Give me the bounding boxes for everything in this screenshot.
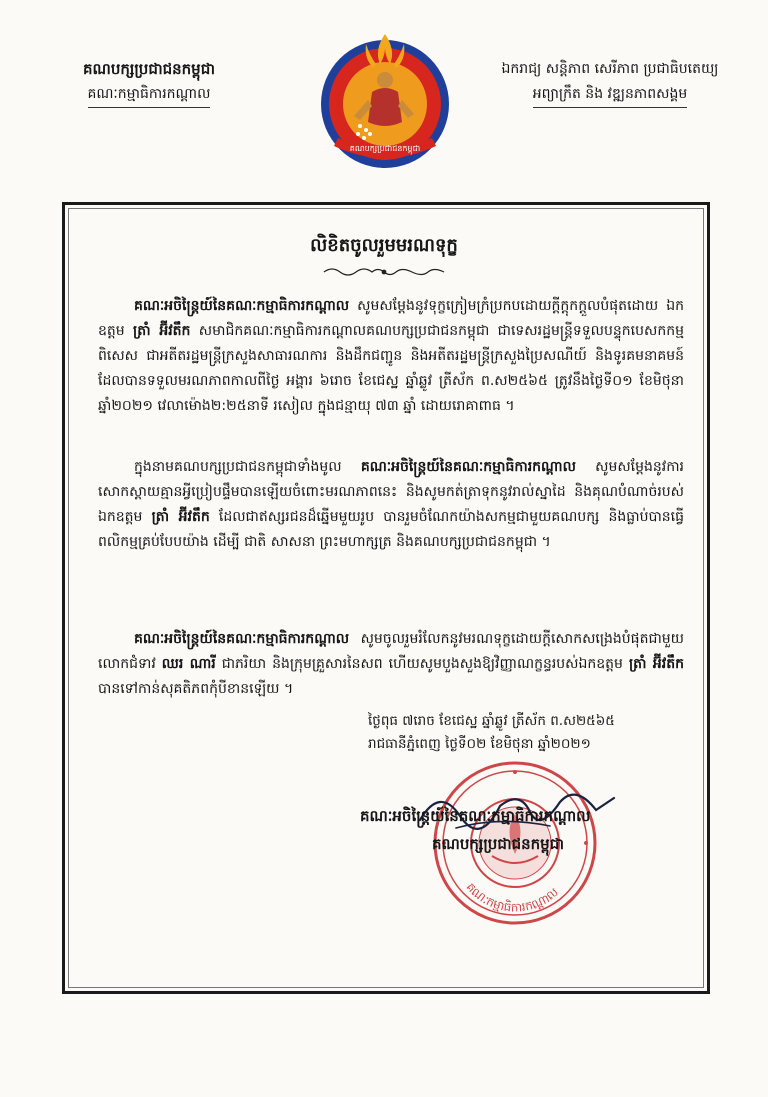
p1-text-b: សមាជិកគណៈកម្មាធិការកណ្តាលគណបក្សប្រជាជនកម្ពុជា ជាទេសរដ្ឋមន្ត្រីទទួលបន្ទុកបេសកកម្មពិសេស ជាអតីតរដ្ឋមន្ត្រីក្រសួងសាធារណការ និងដឹកជញ្ជូន និងអតីតរដ្ឋមន្ត្រីក្រសួងប្រៃសណីយ៍ និងទូរគមនាគមន៍ ដែលបានទទួលមរណភាពកាលពីថ្ងៃ អង្គារ ៦រោច ខែជេស្ឋ ឆ្នាំឆ្លូវ ត្រីស័ក ព.ស២៥៦៥ ត្រូវនឹងថ្ងៃទី០១ ខែមិថុនា ឆ្នាំ២០២១ វេលាម៉ោង២:២៥នាទី រសៀល ក្នុងជន្មាយុ ៧៣ ឆ្នាំ ដោយរោគាពាធ ។ bbox=[98, 323, 684, 414]
document-title: លិខិតចូលរួមមរណទុក្ខ bbox=[310, 235, 458, 256]
header-right bbox=[465, 56, 755, 108]
committee-bold-2: គណៈអចិន្ត្រៃយ៍នៃគណៈកម្មាធិការកណ្តាល bbox=[360, 459, 576, 475]
motto-subline: អព្យាក្រឹត និង វឌ្ឍនភាពសង្គម bbox=[533, 82, 688, 108]
party-logo bbox=[314, 30, 456, 172]
paragraph-2 bbox=[98, 455, 684, 555]
deceased-name-2: ត្រាំ អ៊ីវតឹក bbox=[151, 509, 210, 525]
national-motto: ឯករាជ្យ សន្តិភាព សេរីភាព ប្រជាធិបតេយ្យ bbox=[501, 61, 719, 77]
deceased-name-1: ត្រាំ អ៊ីវតឹក bbox=[133, 323, 191, 339]
paragraph-1 bbox=[98, 294, 684, 419]
header-left bbox=[44, 56, 254, 108]
logo-banner-text: គណបក្សប្រជាជនកម្ពុជា bbox=[349, 144, 421, 153]
committee-name: គណៈកម្មាធិការកណ្តាល bbox=[88, 82, 211, 108]
seal-text: គណៈកម្មាធិការកណ្តាល bbox=[463, 879, 561, 915]
svg-text:គណៈកម្មាធិការកណ្តាល bbox=[463, 880, 561, 915]
committee-bold-3: គណៈអចិន្ត្រៃយ៍នៃគណៈកម្មាធិការកណ្តាល bbox=[134, 631, 350, 647]
p1-text-a: សូមសម្តែងនូវទុក្ខក្រៀមក្រំប្រកបដោយក្តីក្តុកក្តួលបំផុតដោយ ឯកឧត្តម bbox=[98, 298, 684, 339]
deceased-name-3: ត្រាំ អ៊ីវតឹក bbox=[628, 656, 684, 672]
p2-text-c: ដែលជាឥស្សរជនដ៏ឆ្នើមមួយរូប បានរួមចំណែកយ៉ាងសកម្មជាមួយគណបក្ស និងធ្លាប់បានធ្វើពលិកម្មគ្រប់បែបយ៉ាង ដើម្បី ជាតិ សាសនា ព្រះមហាក្សត្រ និងគណបក្សប្រជាជនកម្ពុជា ។ bbox=[98, 509, 685, 550]
lunar-date: ថ្ងៃពុធ ៧រោច ខែជេស្ឋ ឆ្នាំឆ្លូវ ត្រីស័ក ព.ស២៥៦៥ bbox=[368, 713, 615, 729]
signatory-committee: គណៈអចិន្ត្រៃយ៍នៃគណៈកម្មាធិការកណ្តាល bbox=[360, 807, 591, 825]
p3-text-a: សូមចូលរួមរំលែកនូវមរណទុក្ខដោយក្តីសោកសង្រេងបំផុតជាមួយលោកជំទាវ bbox=[98, 631, 684, 672]
paragraph-3 bbox=[98, 627, 684, 702]
signatory-party: គណបក្សប្រជាជនកម្ពុជា bbox=[432, 835, 564, 853]
committee-bold-1: គណៈអចិន្ត្រៃយ៍នៃគណៈកម្មាធិការកណ្តាល bbox=[134, 298, 350, 314]
solar-date: រាជធានីភ្នំពេញ ថ្ងៃទី០២ ខែមិថុនា ឆ្នាំ២០២១ bbox=[368, 736, 591, 752]
p2-text-a: ក្នុងនាមគណបក្សប្រជាជនកម្ពុជាទាំងមូល bbox=[134, 459, 361, 475]
widow-name: ឈរ ណារី bbox=[161, 656, 216, 672]
p3-text-c: បានទៅកាន់សុគតិភពកុំបីខានឡើយ ។ bbox=[98, 681, 294, 697]
title-ornament bbox=[322, 265, 446, 279]
party-name: គណបក្សប្រជាជនកម្ពុជា bbox=[83, 60, 215, 78]
p3-text-b: ជាភរិយា និងក្រុមគ្រួសារនៃសព ហើយសូមបួងសួងឱ្យវិញ្ញាណក្ខន្ធរបស់ឯកឧត្តម bbox=[215, 656, 629, 672]
p2-text-b: សូមសម្តែងនូវការសោកស្តាយគ្មានអ្វីប្រៀបផ្ទឹមបានឡើយចំពោះមរណភាពនេះ និងសូមកត់ត្រាទុកនូវរាល់ស្នាដៃ និងគុណបំណាច់របស់ ឯកឧត្តម bbox=[98, 459, 684, 525]
